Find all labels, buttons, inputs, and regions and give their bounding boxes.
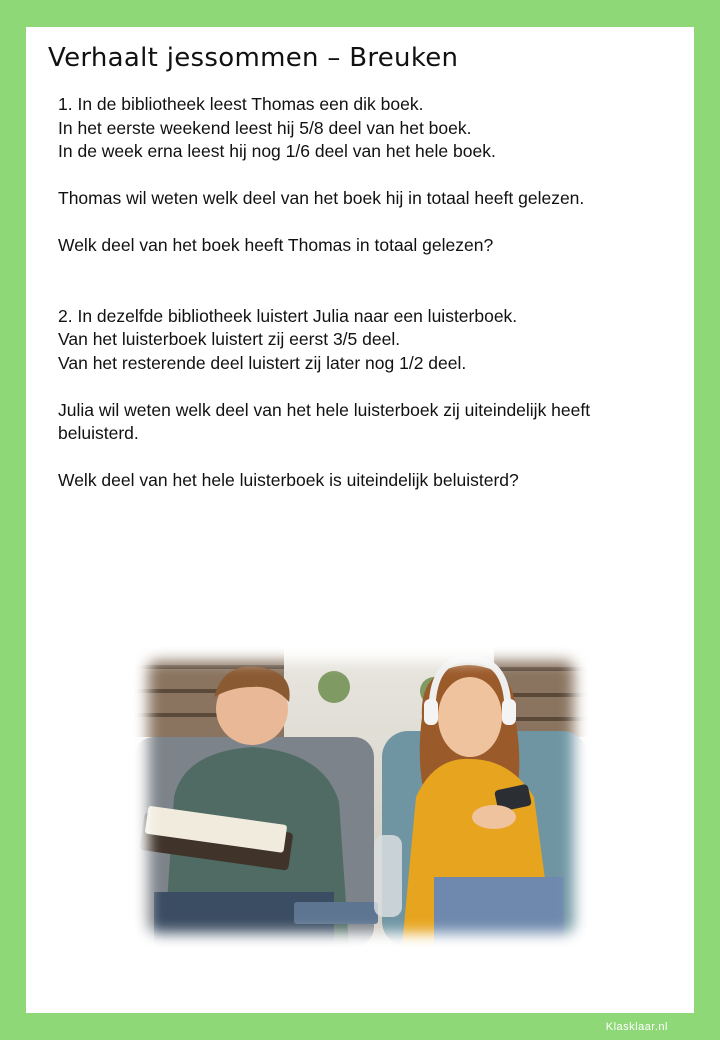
problem-1-line-2: In het eerste weekend leest hij 5/8 deel van het boek. [58, 117, 472, 138]
problem-1-line-3: In de week erna leest hij nog 1/6 deel van het hele boek. [58, 141, 496, 161]
problem-2 [58, 305, 658, 493]
worksheet-body [58, 93, 658, 493]
problem-1-question: Welk deel van het boek heeft Thomas in totaal gelezen? [58, 235, 494, 255]
problem-2-question: Welk deel van het hele luisterboek is uiteindelijk beluisterd? [58, 470, 519, 490]
brand-watermark: Klasklaar.nl [605, 1021, 668, 1033]
problem-2-line-3: Van het resterende deel luistert zij later nog 1/2 deel. [58, 352, 467, 373]
worksheet-title: Verhaalt jessommen – Breuken [48, 43, 459, 73]
problem-1-goal: Thomas wil weten welk deel van het boek hij in totaal heeft gelezen. [58, 188, 585, 208]
problem-2-line-1: 2. In dezelfde bibliotheek luistert Julia naar een luisterboek. [58, 305, 518, 326]
problem-1-line-1: 1. In de bibliotheek leest Thomas een dik boek. [58, 94, 424, 114]
library-reading-photo [134, 647, 588, 947]
problem-2-goal: Julia wil weten welk deel van het hele luisterboek zij uiteindelijk heeft beluisterd. [58, 399, 591, 443]
worksheet-page [26, 27, 694, 1013]
problem-2-line-2: Van het luisterboek luistert zij eerst 3/5 deel. [58, 329, 401, 349]
problem-1 [58, 93, 658, 258]
